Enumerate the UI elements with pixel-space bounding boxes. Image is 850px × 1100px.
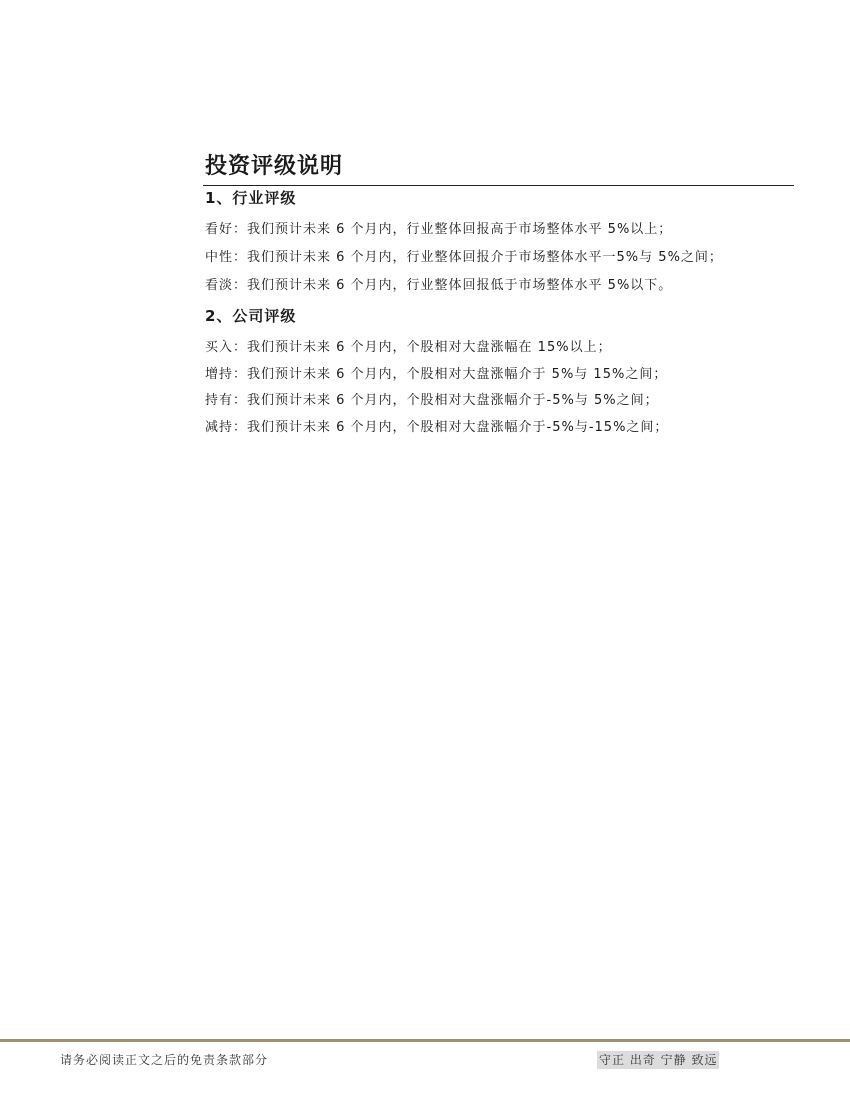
- page-title: 投资评级说明: [205, 154, 344, 179]
- industry-rating-neutral: 中性：我们预计未来 6 个月内，行业整体回报介于市场整体水平一5%与 5%之间；: [205, 250, 723, 265]
- industry-rating-negative: 看淡：我们预计未来 6 个月内，行业整体回报低于市场整体水平 5%以下。: [205, 278, 673, 293]
- title-divider: [203, 185, 794, 186]
- company-rating-underweight: 减持：我们预计未来 6 个月内，个股相对大盘涨幅介于-5%与-15%之间；: [205, 420, 669, 435]
- footer-motto: 守正 出奇 宁静 致远: [599, 1053, 718, 1067]
- footer-disclaimer: 请务必阅读正文之后的免责条款部分: [60, 1053, 269, 1067]
- company-rating-heading: 2、公司评级: [205, 307, 297, 325]
- industry-rating-heading: 1、行业评级: [205, 189, 297, 207]
- company-rating-hold: 持有：我们预计未来 6 个月内，个股相对大盘涨幅介于-5%与 5%之间；: [205, 393, 659, 408]
- company-rating-overweight: 增持：我们预计未来 6 个月内，个股相对大盘涨幅介于 5%与 15%之间；: [205, 367, 668, 382]
- company-rating-buy: 买入：我们预计未来 6 个月内，个股相对大盘涨幅在 15%以上；: [205, 340, 612, 355]
- footer-divider: [0, 1039, 850, 1042]
- industry-rating-positive: 看好：我们预计未来 6 个月内，行业整体回报高于市场整体水平 5%以上；: [205, 222, 673, 237]
